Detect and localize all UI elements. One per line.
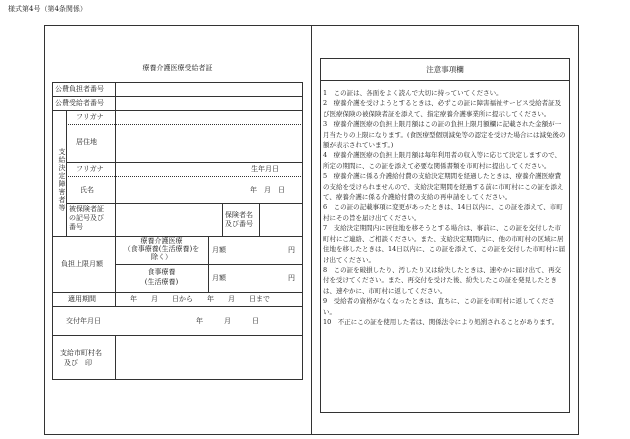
issue-date-label: 交付年月日 [66,317,101,325]
note-item: 7 支給決定期間内に居住地を移そうとする場合は、事前に、この証を交付した市町村にご連絡、ご相談ください。また、支給決定期間内に、他の市町村の区域に居住地を移したときは、14日以内に、この証を添えて、この証を交付した市町村に届け出てください。 [323,224,566,264]
birth-date-value: 年 月 日 [250,186,285,194]
beneficiary-vertical-label: 支給決定障害者等 [58,148,66,212]
medical-yen-label: 円 [288,246,295,254]
medical-label-line2: （食事療養(生活療養)を [123,245,200,253]
notes-title: 注意事項欄 [426,65,464,74]
row-line [115,264,303,265]
insured-label-line3: 番号 [69,223,83,231]
row-line [52,96,303,97]
row-line-dotted [66,176,303,178]
cost-limit-label: 負担上限月額 [61,260,103,268]
insurer-label-line1: 保険者名 [225,211,253,219]
row-line [52,306,303,307]
note-item: 2 療養介護を受けようとするときは、必ずこの証に障害福祉サービス受給者証及び医療保険の被保険者証を添えて、指定療養介護事業所に提示してください。 [323,99,562,118]
col-line [259,203,260,236]
col-line [115,82,116,110]
period-value: 年 月 日から 年 月 日まで [130,295,270,303]
medical-label-line3: 除く） [151,253,172,261]
col-line [115,110,116,236]
meal-label-line1: 食事療養 [147,268,176,276]
col-line [208,236,209,292]
period-label: 適用期間 [68,295,96,303]
note-item: 1 この証は、各面をよく読んで大切に持っていてください。 [323,89,503,97]
note-item: 4 療養介護医療の負担上限月額は毎年利用者の収入等に応じて決定しますので、所定の期間に、この証を添えて必要な関係書類を市町村に提出してください。 [323,151,562,170]
issue-date-value: 年 月 日 [196,317,259,325]
medical-monthly-label: 月額 [212,246,226,254]
insured-label-line2: の記号及び [69,214,104,222]
form-number-label: 様式第4号（第4条関係） [8,5,87,13]
row-line [52,335,303,336]
note-item: 5 療養介護に係る介護給付費の支給決定期間を経過したときは、療養介護医療費の支給を受けられませんので、支給決定期間を経過する前に市町村にこの証を添えて、療養介護に係る介護給付費の支給の再申請をしてください。 [323,172,564,202]
municipality-label-line2: 及び 印 [64,359,92,367]
municipality-label-line1: 支給市町村名 [60,349,102,357]
row-line [66,162,303,163]
col-line [115,335,116,380]
note-item: 8 この証を破損したり、汚したり又は紛失したときは、速やかに届け出て、再交付を受けてください。また、再交付を受けた後、紛失したこの証を発見したときは、速やかに、市町村に返してください。 [323,265,562,295]
row-line [52,292,303,293]
meal-monthly-label: 月額 [212,274,226,282]
row-line-dotted [66,124,303,126]
furigana-label: フリガナ [76,113,104,121]
note-item: 9 受給者の資格がなくなったときは、直ちに、この証を市町村に返してください。 [323,297,555,316]
meal-label-line2: (生活療養) [144,278,179,286]
col-line [115,292,116,306]
burden-number-label: 公費負担者番号 [55,85,104,93]
col-line [66,110,67,236]
notes-list [323,88,567,327]
recipient-number-label: 公費受給者番号 [55,99,104,107]
insurer-label-line2: 及び番号 [225,220,253,228]
name-label: 氏名 [80,186,94,194]
col-line [222,203,223,236]
meal-yen-label: 円 [288,274,295,282]
medical-label-line1: 療養介護医療 [140,237,183,245]
note-item: 10 不正にこの証を使用した者は、関係法令により処罰されることがあります。 [323,317,559,326]
note-item: 3 療養介護医療の負担上限月額はこの証の負担上限月額欄に記載された金額が一月当たりの上限になります。(食医療型個別減免等の認定を受けた場合には減免後の額が表示されています。) [323,120,566,150]
row-line [66,203,303,204]
notes-title-line [320,80,570,81]
address-label: 居住地 [76,138,97,146]
certificate-title: 療養介護医療受給者証 [142,64,213,72]
furigana-label-2: フリガナ [76,165,104,173]
note-item: 6 この証の記載事項に変更があったときは、14日以内に、この証を添えて、市町村にその旨を届け出てください。 [323,203,563,222]
birth-date-label: 生年月日 [251,165,279,173]
page-divider [311,25,312,435]
insured-label-line1: 被保険者証 [69,205,104,213]
row-line [52,110,303,111]
